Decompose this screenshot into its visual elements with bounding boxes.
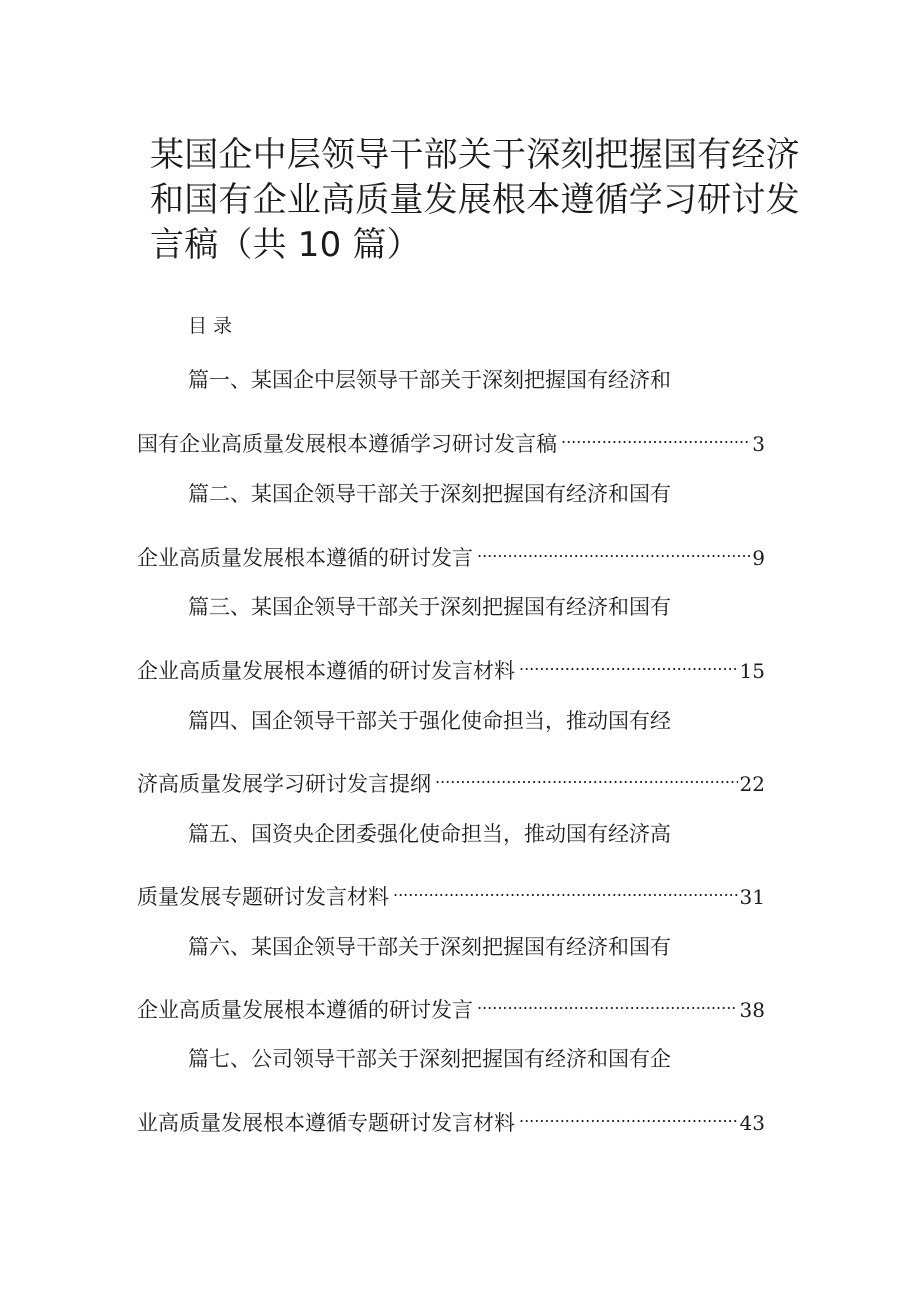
toc-entry-title: 篇一、某国企中层领导干部关于深刻把握国有经济和 [188, 368, 671, 392]
toc-page-number: 15 [739, 659, 765, 683]
toc-page-number: 31 [739, 885, 765, 909]
toc-entry-title: 篇五、国资央企团委强化使命担当，推动国有经济高 [188, 822, 671, 846]
toc-heading: 目录 [188, 315, 239, 337]
toc-entry-continuation [137, 537, 765, 572]
toc-entry-title-cont: 企业高质量发展根本遵循的研讨发言 [137, 546, 473, 570]
toc-entry-title: 篇四、国企领导干部关于强化使命担当，推动国有经 [188, 709, 671, 733]
dot-leader [561, 423, 750, 451]
toc-entry-title-cont: 业高质量发展根本遵循专题研讨发言材料 [137, 1111, 515, 1135]
toc-page-number: 22 [739, 772, 765, 796]
toc-entry-title: 篇六、某国企领导干部关于深刻把握国有经济和国有 [188, 935, 671, 959]
dot-leader [519, 650, 738, 678]
document-title [150, 133, 800, 268]
toc-entry-title-cont: 企业高质量发展根本遵循的研讨发言材料 [137, 659, 515, 683]
toc-entry-title-cont: 质量发展专题研讨发言材料 [137, 885, 389, 909]
title-line: 某国企中层领导干部关于深刻把握国有经济 [150, 135, 800, 175]
toc-entry-continuation [137, 650, 765, 685]
toc-entry-title: 篇二、某国企领导干部关于深刻把握国有经济和国有 [188, 482, 671, 506]
dot-leader [393, 876, 738, 904]
title-line: 和国有企业高质量发展根本遵循学习研讨发 [150, 180, 800, 220]
toc-entry-title-cont: 国有企业高质量发展根本遵循学习研讨发言稿 [137, 432, 557, 456]
toc-entry-title-cont: 济高质量发展学习研讨发言提纲 [137, 772, 431, 796]
toc-page-number: 9 [752, 546, 765, 570]
toc-entry-continuation [137, 1102, 765, 1137]
dot-leader [519, 1102, 738, 1130]
toc-entry-continuation [137, 989, 765, 1024]
toc-page-number: 3 [752, 432, 765, 456]
title-line: 言稿（共 10 篇） [150, 225, 421, 265]
dot-leader [477, 989, 738, 1017]
toc-entry-continuation [137, 423, 765, 458]
dot-leader [477, 537, 750, 565]
toc-entry-continuation [137, 763, 765, 798]
toc-page-number: 38 [739, 998, 765, 1022]
toc-entry-title-cont: 企业高质量发展根本遵循的研讨发言 [137, 998, 473, 1022]
dot-leader [435, 763, 738, 791]
toc-page-number: 43 [739, 1111, 765, 1135]
toc-entry-continuation [137, 876, 765, 911]
toc-entry-title: 篇三、某国企领导干部关于深刻把握国有经济和国有 [188, 595, 671, 619]
toc-entry-title: 篇七、公司领导干部关于深刻把握国有经济和国有企 [188, 1047, 671, 1071]
